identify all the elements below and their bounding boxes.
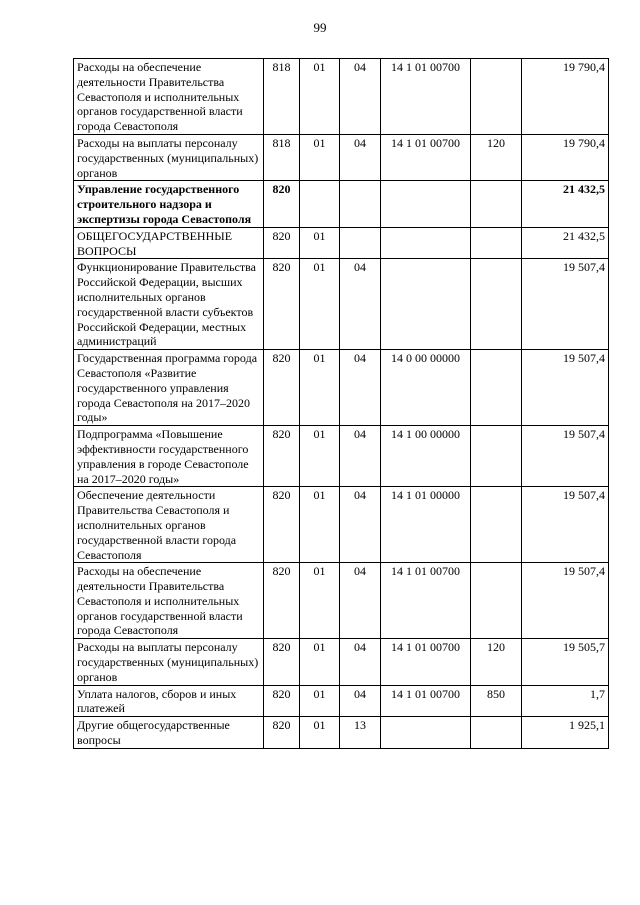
row-name-cell: Функционирование Правительства Российской Федерации, высших исполнительных органов государственной власти субъектов Российской Федерации, местных администраций — [74, 259, 264, 350]
row-expense-type-cell — [471, 259, 522, 350]
row-target-article-cell — [381, 259, 471, 350]
row-expense-type-cell: 120 — [471, 134, 522, 180]
row-expense-type-cell — [471, 59, 522, 135]
row-section-cell: 01 — [300, 259, 340, 350]
row-target-article-cell: 14 1 01 00700 — [381, 563, 471, 639]
row-name-cell: Обеспечение деятельности Правительства Севастополя и исполнительных органов государственной власти города Севастополя — [74, 487, 264, 563]
row-expense-type-cell: 850 — [471, 685, 522, 717]
row-subsection-cell: 04 — [340, 487, 381, 563]
row-sum-cell: 19 507,4 — [522, 426, 609, 487]
row-sum-cell: 19 507,4 — [522, 350, 609, 426]
table-row — [74, 227, 609, 259]
row-section-cell — [300, 181, 340, 227]
row-subsection-cell: 04 — [340, 59, 381, 135]
row-subsection-cell — [340, 181, 381, 227]
row-ved-cell: 818 — [264, 59, 300, 135]
row-ved-cell: 820 — [264, 227, 300, 259]
row-target-article-cell — [381, 181, 471, 227]
row-expense-type-cell — [471, 350, 522, 426]
row-target-article-cell: 14 1 01 00700 — [381, 134, 471, 180]
row-subsection-cell: 04 — [340, 259, 381, 350]
row-name-cell: Государственная программа города Севастополя «Развитие государственного управления города Севастополя на 2017–2020 годы» — [74, 350, 264, 426]
row-target-article-cell: 14 1 00 00000 — [381, 426, 471, 487]
row-section-cell: 01 — [300, 227, 340, 259]
row-section-cell: 01 — [300, 685, 340, 717]
row-name-cell: Расходы на выплаты персоналу государственных (муниципальных) органов — [74, 134, 264, 180]
row-subsection-cell: 04 — [340, 563, 381, 639]
row-expense-type-cell — [471, 487, 522, 563]
row-target-article-cell — [381, 717, 471, 749]
row-ved-cell: 820 — [264, 350, 300, 426]
row-sum-cell: 19 507,4 — [522, 487, 609, 563]
row-section-cell: 01 — [300, 350, 340, 426]
row-name-cell: ОБЩЕГОСУДАРСТВЕННЫЕ ВОПРОСЫ — [74, 227, 264, 259]
table-row — [74, 350, 609, 426]
table-row — [74, 563, 609, 639]
row-subsection-cell: 04 — [340, 350, 381, 426]
row-ved-cell: 820 — [264, 487, 300, 563]
row-expense-type-cell — [471, 563, 522, 639]
page-number: 99 — [313, 20, 327, 35]
row-name-cell: Другие общегосударственные вопросы — [74, 717, 264, 749]
row-sum-cell: 1 925,1 — [522, 717, 609, 749]
row-target-article-cell: 14 1 01 00700 — [381, 59, 471, 135]
row-sum-cell: 21 432,5 — [522, 227, 609, 259]
row-sum-cell: 19 790,4 — [522, 59, 609, 135]
table-row — [74, 685, 609, 717]
row-target-article-cell: 14 0 00 00000 — [381, 350, 471, 426]
row-ved-cell: 820 — [264, 563, 300, 639]
row-section-cell: 01 — [300, 563, 340, 639]
row-expense-type-cell: 120 — [471, 639, 522, 685]
row-ved-cell: 820 — [264, 639, 300, 685]
row-sum-cell: 19 507,4 — [522, 563, 609, 639]
row-target-article-cell: 14 1 01 00700 — [381, 639, 471, 685]
row-subsection-cell — [340, 227, 381, 259]
row-expense-type-cell — [471, 426, 522, 487]
budget-table-body — [74, 59, 609, 749]
row-ved-cell: 820 — [264, 717, 300, 749]
row-sum-cell: 21 432,5 — [522, 181, 609, 227]
row-subsection-cell: 04 — [340, 426, 381, 487]
row-sum-cell: 19 790,4 — [522, 134, 609, 180]
row-name-cell: Уплата налогов, сборов и иных платежей — [74, 685, 264, 717]
row-section-cell: 01 — [300, 487, 340, 563]
row-expense-type-cell — [471, 181, 522, 227]
row-target-article-cell: 14 1 01 00700 — [381, 685, 471, 717]
table-row — [74, 717, 609, 749]
table-row — [74, 426, 609, 487]
table-row — [74, 259, 609, 350]
row-section-cell: 01 — [300, 426, 340, 487]
table-row — [74, 181, 609, 227]
row-ved-cell: 820 — [264, 259, 300, 350]
table-row — [74, 639, 609, 685]
row-name-cell: Управление государственного строительного надзора и экспертизы города Севастополя — [74, 181, 264, 227]
row-subsection-cell: 13 — [340, 717, 381, 749]
row-sum-cell: 1,7 — [522, 685, 609, 717]
row-subsection-cell: 04 — [340, 685, 381, 717]
row-section-cell: 01 — [300, 134, 340, 180]
table-row — [74, 59, 609, 135]
table-row — [74, 134, 609, 180]
row-expense-type-cell — [471, 227, 522, 259]
row-ved-cell: 820 — [264, 181, 300, 227]
table-row — [74, 487, 609, 563]
budget-table — [73, 58, 609, 749]
row-ved-cell: 818 — [264, 134, 300, 180]
row-ved-cell: 820 — [264, 685, 300, 717]
row-section-cell: 01 — [300, 59, 340, 135]
row-section-cell: 01 — [300, 639, 340, 685]
row-sum-cell: 19 507,4 — [522, 259, 609, 350]
row-target-article-cell — [381, 227, 471, 259]
row-name-cell: Расходы на выплаты персоналу государственных (муниципальных) органов — [74, 639, 264, 685]
row-name-cell: Расходы на обеспечение деятельности Правительства Севастополя и исполнительных органов государственной власти города Севастополя — [74, 563, 264, 639]
row-expense-type-cell — [471, 717, 522, 749]
row-subsection-cell: 04 — [340, 639, 381, 685]
row-sum-cell: 19 505,7 — [522, 639, 609, 685]
row-subsection-cell: 04 — [340, 134, 381, 180]
row-name-cell: Подпрограмма «Повышение эффективности государственного управления в городе Севастополе на 2017–2020 годы» — [74, 426, 264, 487]
row-name-cell: Расходы на обеспечение деятельности Правительства Севастополя и исполнительных органов государственной власти города Севастополя — [74, 59, 264, 135]
row-target-article-cell: 14 1 01 00000 — [381, 487, 471, 563]
row-section-cell: 01 — [300, 717, 340, 749]
row-ved-cell: 820 — [264, 426, 300, 487]
